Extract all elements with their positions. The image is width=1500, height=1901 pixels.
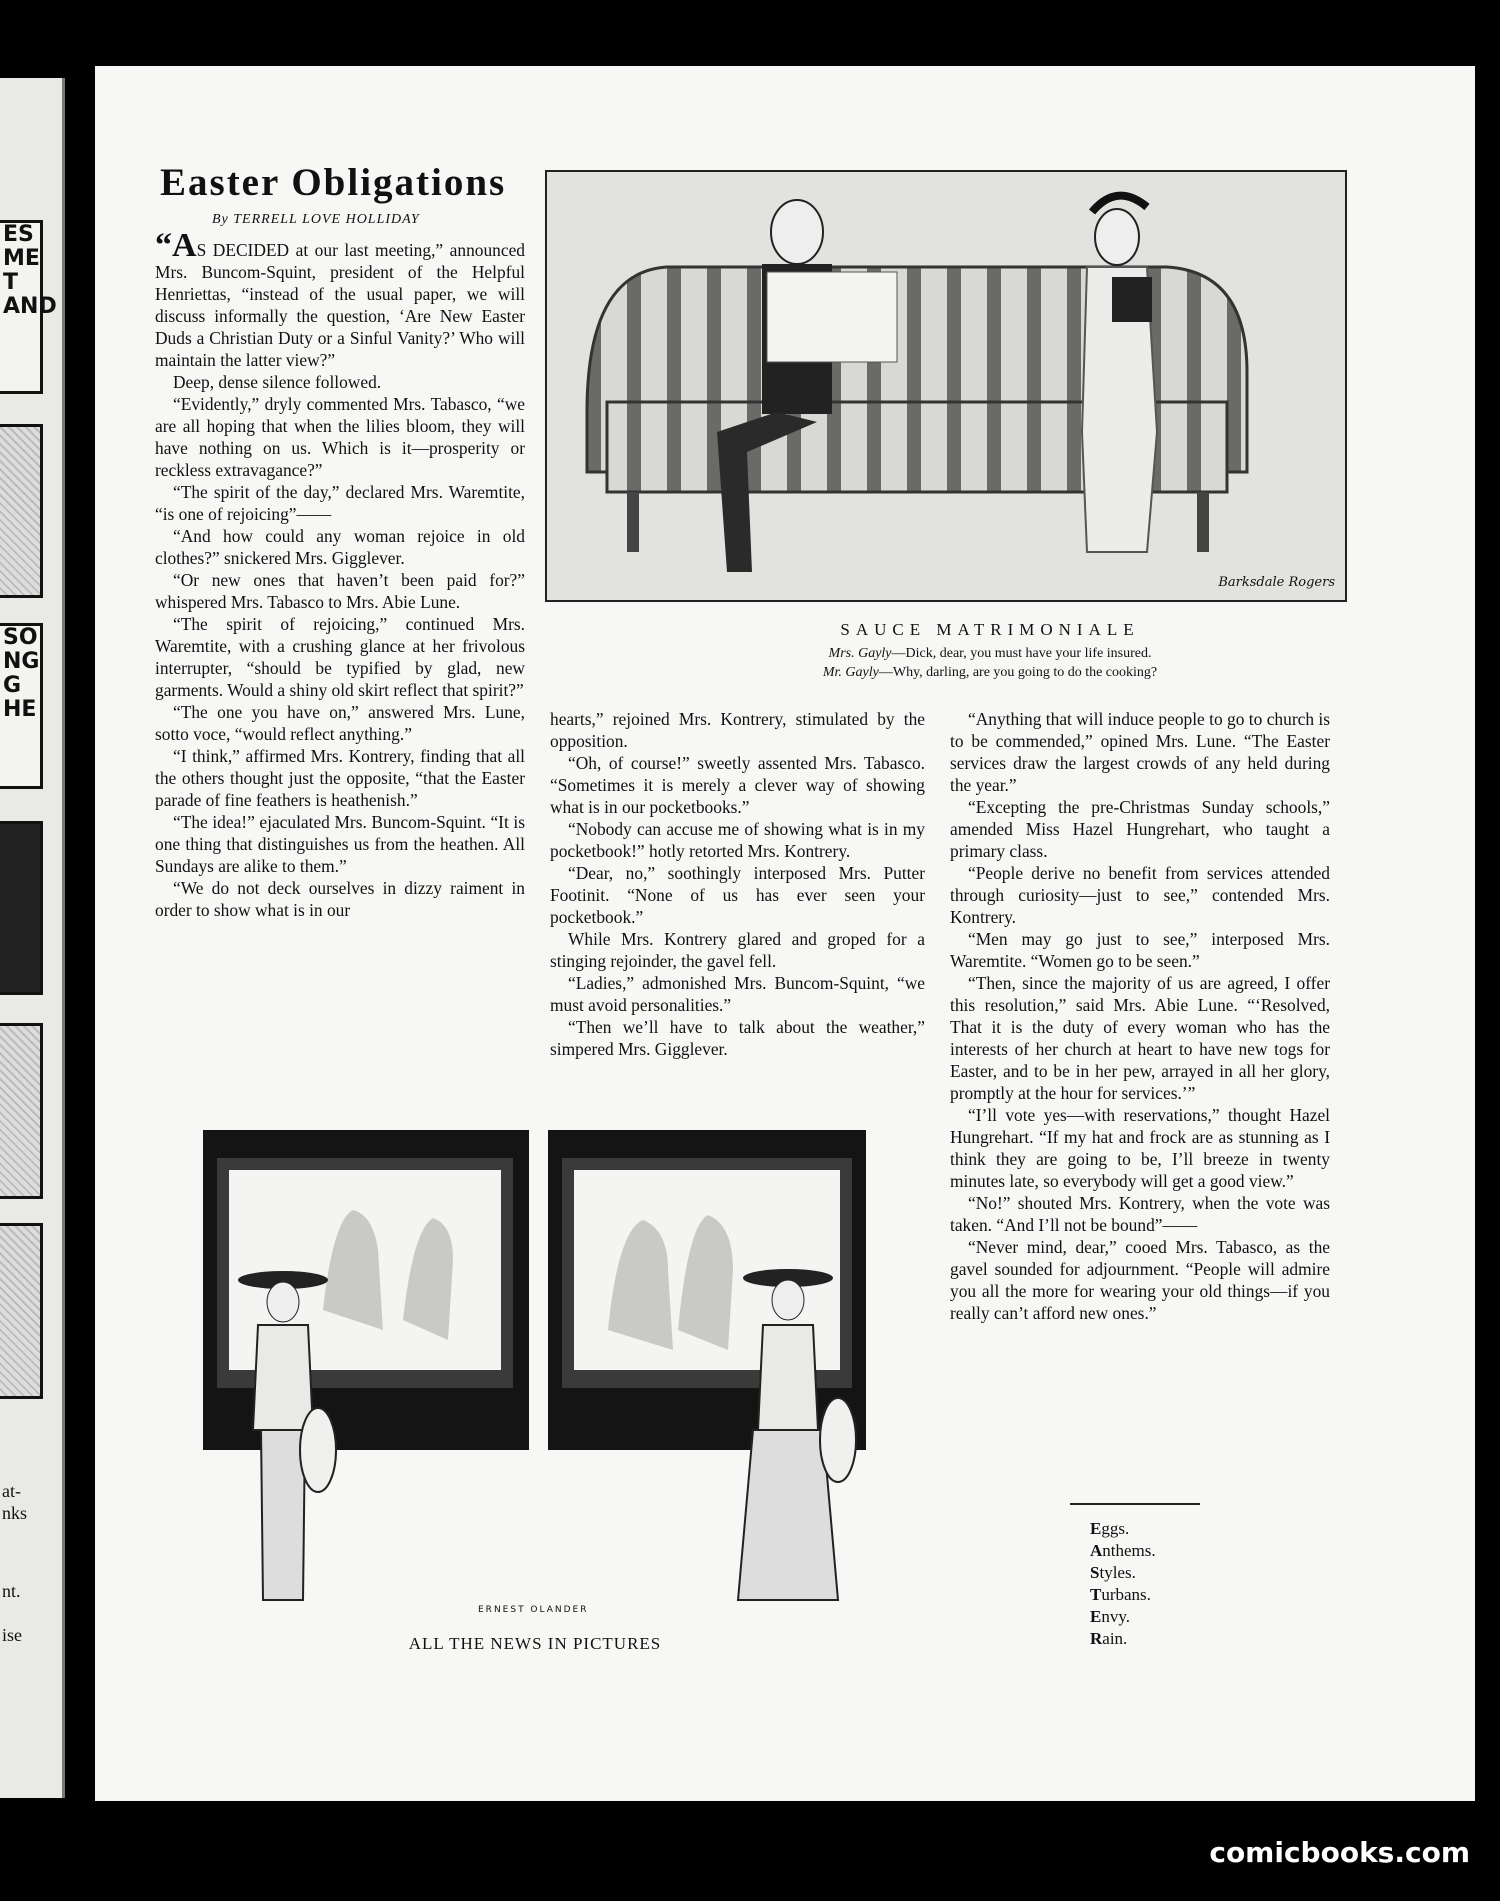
prev-page-ad-figure (0, 1023, 43, 1199)
prev-ad-text: G (3, 673, 22, 698)
paragraph: “Oh, of course!” sweetly assented Mrs. Tabasco. “Sometimes it is merely a clever way of showing what is in our pocketbooks.” (550, 753, 925, 817)
article-title: Easter Obligations (160, 161, 507, 204)
watermark: comicbooks.com (1209, 1836, 1470, 1869)
caption-text: —Dick, dear, you must have your life insured. (891, 646, 1152, 661)
acrostic-word: nthems. (1102, 1541, 1156, 1560)
comic-caption: ALL THE NEWS IN PICTURES (408, 1634, 662, 1653)
paragraph-text: S DECIDED at our last meeting,” announced Mrs. Buncom-Squint, president of the Helpful Henriettas, “instead of the usual paper, we will discuss informally the question, ‘Are New Easter Duds a Christian Duty or a Sinful Vanity?’ Who will maintain the latter view?” (155, 240, 525, 370)
paragraph: “Men may go just to see,” interposed Mrs. Waremtite. “Women go to be seen.” (950, 929, 1330, 971)
acrostic-initial: E (1090, 1519, 1102, 1538)
caption-line-1 (545, 646, 1435, 662)
paragraph: While Mrs. Kontrery glared and groped for a stinging rejoinder, the gavel fell. (550, 929, 925, 971)
paragraph: Deep, dense silence followed. (173, 372, 382, 392)
paragraph: “I’ll vote yes—with reservations,” thought Hazel Hungrehart. “If my hat and frock are as stunning as I think they are going to be, I’ll breeze in twenty minutes late, so everybody will get a good view.” (950, 1105, 1330, 1191)
window-gossip-drawing-right (548, 1130, 866, 1615)
paragraph (155, 227, 525, 371)
comic-panel-right (478, 1130, 866, 1615)
prev-page-ad-illustration (0, 424, 43, 598)
acrostic-word: tyles. (1099, 1563, 1136, 1582)
paragraph: “Ladies,” admonished Mrs. Buncom-Squint, “we must avoid personalities.” (550, 973, 925, 1015)
prev-ad-text: SO (3, 625, 38, 650)
prev-page-text: at- (2, 1481, 21, 1501)
sofa-illustration (545, 170, 1347, 602)
acrostic-word: ggs. (1101, 1519, 1130, 1538)
paragraph: “Dear, no,” soothingly interposed Mrs. Putter Footinit. “None of us has ever seen your pocketbook.” (550, 863, 925, 927)
prev-ad-text: ME (3, 246, 40, 271)
prev-page-text: ise (2, 1625, 22, 1645)
prev-ad-text: HE (3, 697, 37, 722)
comic-signature: ERNEST OLANDER (478, 1605, 589, 1615)
drop-cap: “A (155, 227, 197, 264)
caption-line-2 (545, 665, 1435, 681)
paragraph: “Never mind, dear,” cooed Mrs. Tabasco, as the gavel sounded for adjournment. “People will admire you all the more for wearing your old things—if you really can’t afford new ones.” (950, 1237, 1330, 1323)
acrostic-word: nvy. (1101, 1607, 1130, 1626)
caption-text: —Why, darling, are you going to do the cooking? (878, 665, 1158, 680)
prev-ad-text: T (3, 270, 19, 295)
prev-ad-text: NG (3, 649, 40, 674)
divider-rule (1070, 1503, 1200, 1505)
acrostic-line (1090, 1562, 1156, 1584)
illustration-caption-title: SAUCE MATRIMONIALE (840, 620, 1140, 639)
paragraph: “Or new ones that haven’t been paid for?” whispered Mrs. Tabasco to Mrs. Abie Lune. (155, 570, 525, 612)
paragraph: “People derive no benefit from services attended through curiosity—just to see,” contended Mrs. Kontrery. (950, 863, 1330, 927)
paragraph: “Evidently,” dryly commented Mrs. Tabasco, “we are all hoping that when the lilies bloom, they will have nothing on us. Which is it—prosperity or reckless extravagance?” (155, 394, 525, 480)
acrostic-initial: T (1090, 1585, 1102, 1604)
acrostic-word: ain. (1102, 1629, 1128, 1648)
acrostic-line (1090, 1540, 1156, 1562)
acrostic-initial: E (1090, 1607, 1102, 1626)
article-column-2 (550, 708, 925, 1060)
paragraph: hearts,” rejoined Mrs. Kontrery, stimulated by the opposition. (550, 709, 925, 751)
acrostic-list (1090, 1518, 1156, 1650)
acrostic-line (1090, 1606, 1156, 1628)
paragraph: “Excepting the pre-Christmas Sunday schools,” amended Miss Hazel Hungrehart, who taught a primary class. (950, 797, 1330, 861)
paragraph: “We do not deck ourselves in dizzy raiment in order to show what is in our (155, 878, 525, 920)
acrostic-line (1090, 1628, 1156, 1650)
prev-page-text: nks (2, 1503, 28, 1523)
illustrator-signature: Barksdale Rogers (1218, 575, 1335, 590)
acrostic-initial: A (1090, 1541, 1103, 1560)
prev-page-ad-dark (0, 821, 43, 995)
previous-page-edge (0, 78, 65, 1798)
paragraph: “No!” shouted Mrs. Kontrery, when the vote was taken. “And I’ll not be bound”—— (950, 1193, 1330, 1235)
paragraph: “The idea!” ejaculated Mrs. Buncom-Squint. “It is one thing that distinguishes us from the heathen. All Sundays are alike to them.” (155, 812, 525, 876)
caption-speaker: Mr. Gayly (822, 665, 879, 680)
prev-page-ad-2 (0, 623, 43, 789)
prev-page-text: nt. (2, 1581, 21, 1601)
paragraph: “The spirit of rejoicing,” continued Mrs. Waremtite, with a crushing glance at her frivolous interrupter, “should be typified by glad, new garments. Would a shiny old skirt reflect that spirit?” (155, 614, 525, 700)
byline: By TERRELL LOVE HOLLIDAY (212, 212, 420, 227)
acrostic-initial: S (1090, 1563, 1100, 1582)
article-column-1 (155, 227, 525, 921)
paragraph: “And how could any woman rejoice in old clothes?” snickered Mrs. Gigglever. (155, 526, 525, 568)
acrostic-line (1090, 1518, 1156, 1540)
prev-page-ad-ornament (0, 1223, 43, 1399)
acrostic-word: urbans. (1101, 1585, 1151, 1604)
paragraph: “Then, since the majority of us are agreed, I offer this resolution,” said Mrs. Abie Lune. “‘Resolved, That it is the duty of every woman who has the interests of her church at heart to have new togs for Easter, and to be in her pew, arrayed in all her glory, promptly at the hour for services.’” (950, 973, 1330, 1103)
paragraph: “Then we’ll have to talk about the weather,” simpered Mrs. Gigglever. (550, 1017, 925, 1059)
prev-ad-text: AND (3, 294, 57, 319)
paragraph: “The spirit of the day,” declared Mrs. Waremtite, “is one of rejoicing”—— (155, 482, 525, 524)
paragraph: “The one you have on,” answered Mrs. Lune, sotto voce, “would reflect anything.” (155, 702, 525, 744)
window-gossip-drawing-left (203, 1130, 529, 1615)
acrostic-initial: R (1090, 1629, 1103, 1648)
article-column-3 (950, 708, 1330, 1324)
prev-ad-text: ES (3, 222, 34, 247)
caption-speaker: Mrs. Gayly (828, 646, 892, 661)
prev-page-ad-1 (0, 220, 57, 394)
acrostic-line (1090, 1584, 1156, 1606)
paragraph: “Nobody can accuse me of showing what is in my pocketbook!” hotly retorted Mrs. Kontrery. (550, 819, 925, 861)
paragraph: “I think,” affirmed Mrs. Kontrery, finding that all the others thought just the opposite, “that the Easter parade of fine feathers is heathenish.” (155, 746, 525, 810)
comic-panel-left (203, 1130, 529, 1615)
couple-on-sofa-drawing (547, 172, 1345, 600)
paragraph: “Anything that will induce people to go to church is to be commended,” opined Mrs. Lune. “The Easter services draw the largest crowds of any held during the year.” (950, 709, 1330, 795)
